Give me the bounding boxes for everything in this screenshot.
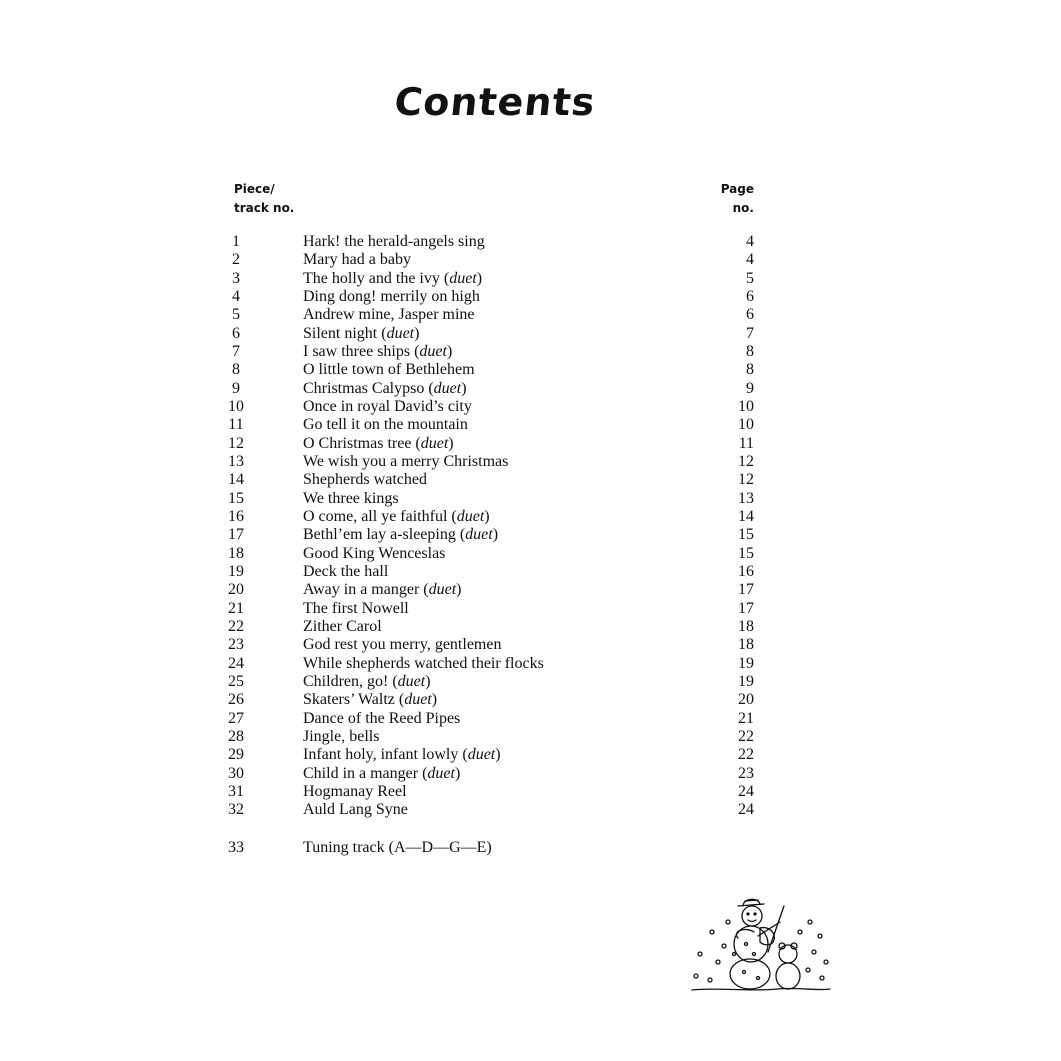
piece-title <box>303 453 508 471</box>
piece-title <box>303 471 427 489</box>
piece-title-text: Once in royal David’s city <box>303 397 472 415</box>
piece-title <box>303 600 409 618</box>
piece-title <box>303 545 445 563</box>
contents-row <box>0 306 1061 324</box>
tuning-track-entry <box>0 838 1061 857</box>
piece-title-text: Hark! the herald-angels sing <box>303 233 485 250</box>
contents-row <box>0 765 1061 783</box>
piece-title-text: O little town of Bethlehem <box>303 361 475 379</box>
duet-note: duet <box>433 379 462 397</box>
track-number: 18 <box>228 544 244 562</box>
piece-title-text: Jingle, bells <box>303 727 380 745</box>
contents-row <box>0 710 1061 728</box>
page-number: 24 <box>738 782 754 800</box>
piece-title <box>303 380 467 398</box>
contents-row <box>0 288 1061 306</box>
page-number: 11 <box>738 434 754 452</box>
piece-title <box>303 728 379 746</box>
page-number: 19 <box>738 672 754 690</box>
page-number: 17 <box>738 581 754 599</box>
page-number: 8 <box>746 342 754 360</box>
page-number: 6 <box>746 306 754 324</box>
duet-note: duet <box>456 507 485 525</box>
duet-note: duet <box>449 269 477 287</box>
page-number: 24 <box>738 801 754 819</box>
page-number-header-line1: Page <box>720 182 754 196</box>
track-number: 22 <box>228 617 244 635</box>
contents-row <box>0 728 1061 746</box>
piece-title-text: We three kings <box>303 489 399 507</box>
piece-title-text: Christmas Calypso ( <box>303 379 434 397</box>
page-number: 22 <box>738 746 754 764</box>
track-number: 1 <box>232 233 240 250</box>
contents-row <box>0 490 1061 508</box>
piece-title-text: The first Nowell <box>303 599 409 617</box>
page-number: 4 <box>746 251 754 269</box>
contents-row <box>0 545 1061 563</box>
track-number: 17 <box>228 526 244 544</box>
piece-title-text: Mary had a baby <box>303 251 411 269</box>
piece-title-text: Silent night ( <box>303 324 387 342</box>
page-number: 10 <box>738 397 754 415</box>
page-number: 14 <box>738 507 754 525</box>
page-number: 6 <box>746 287 754 305</box>
page-number: 19 <box>738 654 754 672</box>
track-number: 33 <box>228 839 244 856</box>
page-number: 12 <box>738 471 754 489</box>
piece-title-text: Skaters’ Waltz ( <box>303 691 405 709</box>
contents-row <box>0 233 1061 251</box>
page-number-header <box>700 180 754 218</box>
track-number: 6 <box>232 324 240 342</box>
piece-title <box>303 636 501 654</box>
piece-title <box>303 801 408 819</box>
piece-title <box>303 673 431 691</box>
piece-title: Tuning track (A—D—G—E) <box>303 839 492 856</box>
track-number: 3 <box>232 269 240 287</box>
track-number: 20 <box>228 581 244 599</box>
piece-title-text: Child in a manger ( <box>303 764 428 782</box>
piece-title <box>303 691 437 709</box>
closing-parenthesis: ) <box>446 342 453 360</box>
page-number: 23 <box>738 764 754 782</box>
piece-title-text: Bethl’em lay a-sleeping ( <box>303 526 466 544</box>
piece-title <box>303 233 485 251</box>
contents-list <box>0 233 1061 820</box>
track-number: 16 <box>228 507 244 525</box>
closing-parenthesis: ) <box>492 526 499 544</box>
piece-title-text: Dance of the Reed Pipes <box>303 709 461 727</box>
track-number-header-line1: Piece/ <box>234 182 275 196</box>
piece-title-text: O come, all ye faithful ( <box>303 507 457 525</box>
duet-note: duet <box>428 581 457 599</box>
contents-row <box>0 416 1061 434</box>
page-number: 21 <box>738 709 754 727</box>
track-number: 21 <box>228 599 244 617</box>
contents-row <box>0 343 1061 361</box>
contents-row <box>0 618 1061 636</box>
contents-row <box>0 361 1061 379</box>
page-number: 8 <box>746 361 754 379</box>
piece-title <box>303 435 454 453</box>
closing-parenthesis: ) <box>476 269 483 287</box>
piece-title <box>303 765 460 783</box>
piece-title-text: Shepherds watched <box>303 471 427 489</box>
piece-title <box>303 343 452 361</box>
piece-title <box>303 526 498 544</box>
contents-row <box>0 251 1061 269</box>
page-number: 12 <box>738 452 754 470</box>
piece-title-text: Go tell it on the mountain <box>303 416 468 434</box>
piece-title <box>303 288 480 306</box>
contents-row <box>0 380 1061 398</box>
track-number: 19 <box>228 562 244 580</box>
page-number: 22 <box>738 727 754 745</box>
closing-parenthesis: ) <box>454 764 461 782</box>
contents-row <box>0 563 1061 581</box>
track-number: 7 <box>232 342 240 360</box>
contents-row <box>0 801 1061 819</box>
page-number: 4 <box>746 233 754 250</box>
contents-row <box>0 746 1061 764</box>
contents-row <box>0 526 1061 544</box>
contents-row <box>0 691 1061 709</box>
page-number: 10 <box>738 416 754 434</box>
page-number: 16 <box>738 562 754 580</box>
piece-title <box>303 783 407 801</box>
closing-parenthesis: ) <box>456 581 462 599</box>
duet-note: duet <box>404 691 432 709</box>
track-number: 28 <box>228 727 244 745</box>
contents-row <box>0 398 1061 416</box>
piece-title-text: God rest you merry, gentlemen <box>303 636 502 654</box>
track-number: 32 <box>228 801 244 819</box>
track-number: 31 <box>228 782 244 800</box>
contents-row <box>0 471 1061 489</box>
piece-title-text: Deck the hall <box>303 562 389 580</box>
closing-parenthesis: ) <box>431 691 438 709</box>
page-number: 13 <box>738 489 754 507</box>
piece-title <box>303 398 472 416</box>
page-number-header-line2: no. <box>732 201 754 215</box>
page-number: 15 <box>738 544 754 562</box>
closing-parenthesis: ) <box>414 324 420 342</box>
contents-row <box>0 270 1061 288</box>
duet-note: duet <box>467 746 496 764</box>
piece-title-text: Ding dong! merrily on high <box>303 287 480 305</box>
piece-title-text: Infant holy, infant lowly ( <box>303 746 468 764</box>
snowman-violinist-icon <box>688 892 834 994</box>
track-number-header <box>234 180 294 218</box>
contents-row <box>0 581 1061 599</box>
contents-row <box>0 435 1061 453</box>
piece-title <box>303 490 399 508</box>
track-number: 29 <box>228 746 244 764</box>
track-number: 24 <box>228 654 244 672</box>
piece-title-text: Away in a manger ( <box>303 581 429 599</box>
track-number: 15 <box>228 489 244 507</box>
closing-parenthesis: ) <box>495 746 501 764</box>
piece-title-text: Children, go! ( <box>303 672 398 690</box>
piece-title <box>303 581 461 599</box>
page-number: 9 <box>746 379 754 397</box>
contents-row <box>0 673 1061 691</box>
track-number: 8 <box>232 361 240 379</box>
duet-note: duet <box>427 764 455 782</box>
duet-note: duet <box>465 526 493 544</box>
piece-title <box>303 655 544 673</box>
contents-row <box>0 655 1061 673</box>
piece-title-text: While shepherds watched their flocks <box>303 654 544 672</box>
track-number: 14 <box>228 471 244 489</box>
page-number: 5 <box>746 269 754 287</box>
closing-parenthesis: ) <box>425 672 431 690</box>
piece-title-text: Good King Wenceslas <box>303 544 446 562</box>
closing-parenthesis: ) <box>448 434 454 452</box>
duet-note: duet <box>386 324 415 342</box>
piece-title <box>303 563 388 581</box>
track-number: 30 <box>228 764 244 782</box>
page-number: 15 <box>738 526 754 544</box>
page-number: 20 <box>738 691 754 709</box>
piece-title-text: Andrew mine, Jasper mine <box>303 306 475 324</box>
track-number: 11 <box>228 416 244 434</box>
track-number: 5 <box>232 306 240 324</box>
piece-title <box>303 710 460 728</box>
track-number: 13 <box>228 452 244 470</box>
piece-title-text: O Christmas tree ( <box>303 434 421 452</box>
track-number: 2 <box>232 251 240 269</box>
piece-title <box>303 306 475 324</box>
piece-title-text: Hogmanay Reel <box>303 782 407 800</box>
closing-parenthesis: ) <box>484 507 490 525</box>
piece-title <box>303 618 382 636</box>
piece-title <box>303 270 482 288</box>
track-number: 23 <box>228 636 244 654</box>
track-number-header-line2: track no. <box>234 201 295 215</box>
track-number: 12 <box>228 434 244 452</box>
track-number: 25 <box>228 672 244 690</box>
piece-title <box>303 508 490 526</box>
contents-row <box>0 508 1061 526</box>
piece-title <box>303 416 468 434</box>
contents-row <box>0 325 1061 343</box>
track-number: 27 <box>228 709 244 727</box>
track-number: 9 <box>232 379 240 397</box>
track-number: 26 <box>228 691 244 709</box>
duet-note: duet <box>420 434 449 452</box>
page-number: 18 <box>738 636 754 654</box>
track-number: 10 <box>228 397 244 415</box>
contents-row <box>0 783 1061 801</box>
contents-row <box>0 453 1061 471</box>
piece-title-text: Zither Carol <box>303 617 382 635</box>
piece-title-text: Auld Lang Syne <box>303 801 408 819</box>
piece-title <box>303 361 475 379</box>
piece-title-text: I saw three ships ( <box>303 342 420 360</box>
piece-title <box>303 325 419 343</box>
piece-title-text: We wish you a merry Christmas <box>303 452 509 470</box>
page-number: 7 <box>746 324 754 342</box>
duet-note: duet <box>419 342 447 360</box>
page-number: 18 <box>738 617 754 635</box>
duet-note: duet <box>397 672 426 690</box>
page-title: Contents <box>392 80 598 124</box>
contents-row <box>0 600 1061 618</box>
piece-title-text: The holly and the ivy ( <box>303 269 450 287</box>
piece-title <box>303 251 411 269</box>
track-number: 4 <box>232 287 240 305</box>
piece-title <box>303 746 501 764</box>
closing-parenthesis: ) <box>461 379 467 397</box>
page-number: 17 <box>738 599 754 617</box>
contents-row <box>0 636 1061 654</box>
